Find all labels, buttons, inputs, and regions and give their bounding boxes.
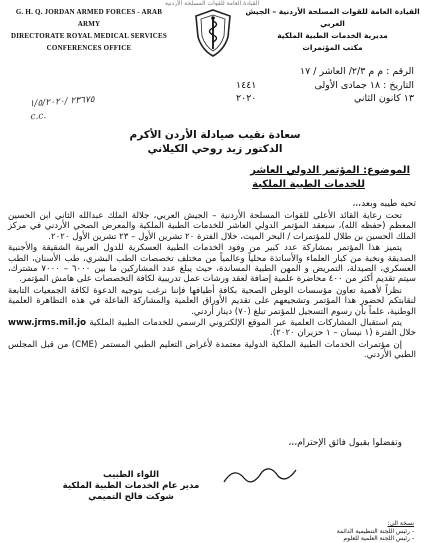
handwritten-line-2: c.c. xyxy=(30,111,47,123)
signature-rank: اللواء الطبيب xyxy=(102,470,160,480)
body-paragraph-3: نظراً لأهمية تعاون مؤسسات الوطن الصحية بكافة أطيافها فإننا نرغب بتوجيه الدعوة لكافة الجمعيات التابعة لنقابتكم لحضور هذا المؤتمر وتشجيعهم على تقديم الأوراق العلمية والمشاركة الفاعلة في هذه التظاهرة العلمية الوطنية، علماً بأن رسوم التسجيل للمؤتمر تبلغ (٧٠) دينار أردني. xyxy=(8,285,416,317)
signature-name: شوكت فالح التميمي xyxy=(88,492,174,502)
cme-label: (CME) xyxy=(71,339,98,350)
handwritten-signature xyxy=(220,462,300,490)
copies-line-1: - رئيس اللجنة التنظيمية الدائمة xyxy=(336,527,414,535)
letterhead-arabic xyxy=(245,6,420,54)
body-p4-text-a: يتم استقبال المشاركات العلمية عبر الموقع الإلكتروني الرسمي للخدمات الطبية الملكية xyxy=(89,318,402,329)
letterhead-en-line-1: G. H. Q. JORDAN ARMED FORCES - ARAB ARMY xyxy=(15,8,163,28)
reference-number: الرقم : م م ٢/٣/ العاشر / ١٧ xyxy=(300,66,414,77)
subject-block xyxy=(210,164,410,192)
hijri-year: ١٤٤١ xyxy=(236,80,257,91)
body-p4-text-b: خلال الفترة (١ نيسان – ١ حزيران ٢٠٢٠). xyxy=(270,328,416,339)
copies-to-block xyxy=(294,520,414,543)
letter-body xyxy=(8,211,416,362)
website-url: www.jrms.mil.jo xyxy=(8,318,87,329)
handwritten-line-1: ٢٣٦٧٥ /١/٥/٢٠٢٠ xyxy=(29,94,95,110)
body-p5-text-a: إن مؤتمرات الخدمات الطبية الملكية الدولية معتمدة لأغراض التعليم الطبي المستمر xyxy=(100,339,403,350)
body-paragraph-5 xyxy=(8,340,416,361)
date-gregorian: ١٣ كانون الثاني xyxy=(353,93,414,104)
letterhead-en-line-2: DIRECTORATE ROYAL MEDICAL SERVICES xyxy=(11,32,167,40)
letterhead-en-line-3: CONFERENCES OFFICE xyxy=(46,44,132,52)
body-paragraph-1: تحت رعاية القائد الأعلى للقوات المسلحة الأردنية – الجيش العربي، جلالة الملك عبدالله الثاني ابن الحسين المعظم (حفظه الله)، سيعقد المؤتمر الدولي العاشر للخدمات الطبية الملكية والمعرض الصحي الأردني في مركز الملك الحسين بن طلال للمؤتمرات / البحر الميت، خلال الفترة ٢٠ تشرين الأول – ٢٣ تشرين الأول ٢٠٢٠. xyxy=(8,211,416,242)
signature-position: مدير عام الخدمات الطبية الملكية xyxy=(62,481,200,491)
recipient-title: سعادة نقيب صيادلة الأردن الأكرم xyxy=(129,129,301,141)
body-paragraph-4 xyxy=(8,318,416,339)
copies-line-2: - رئيس اللجنة العلمية للعلوم xyxy=(343,535,414,542)
handwritten-annotation xyxy=(29,94,96,124)
closing-line: وتفضلوا بقبول فائق الإحترام،،، xyxy=(288,438,402,448)
body-paragraph-2: يتميز هذا المؤتمر بمشاركة عدد كبير من وفود الخدمات الطبية العسكرية للدول العربية الشقيقة والأجنبية الصديقة ونخبة من كبار العلماء والأساتذة محلياً وعالمياً من مختلف تخصصات الطب البشري، طب الأسنان، الطب العسكري، الصيدلة، التمريض و المهن الطبية المساندة، حيث يبلغ عدد المشاركين ما بين ٦٠٠٠ – ٧٠٠٠ مشترك، سيتم تقديم أكثر من ٤٠٠ محاضرة علمية إضافة لعقد ورشات عمل تدريبية لكافة التخصصات على هامش المؤتمر. xyxy=(8,243,417,285)
subject-line-2: للخدمات الطبية الملكية xyxy=(252,179,365,190)
letterhead-ar-line-2: مديرية الخدمات الطبية الملكية xyxy=(277,31,388,40)
rms-emblem-logo xyxy=(190,7,236,59)
letterhead-english xyxy=(4,6,174,54)
gregorian-year: ٢٠٢٠ xyxy=(236,93,257,104)
recipient-block xyxy=(70,128,360,156)
subject-line-1: الموضوع: المؤتمر الدولي العاشر xyxy=(250,165,410,176)
letterhead-ar-line-3: مكتب المؤتمرات xyxy=(302,43,363,52)
top-header-strip: القيادة العامة للقوات المسلحة الأردنية xyxy=(164,0,260,6)
greeting: تحيه طيبه وبعد،،، xyxy=(352,199,416,209)
date-hijri: التاريخ : ١٨ جمادى الأولى xyxy=(314,80,414,91)
body-p5-text-b: من قبل المجلس الطبي الأردني. xyxy=(8,339,416,361)
signature-block xyxy=(56,470,206,503)
recipient-name: الدكتور زيد روحي الكيلاني xyxy=(147,143,283,155)
copies-title: نسخة الى: xyxy=(387,520,414,527)
letterhead-ar-line-1: القيادة العامة للقوات المسلحة الأردنية – الجيش العربي xyxy=(245,7,420,28)
